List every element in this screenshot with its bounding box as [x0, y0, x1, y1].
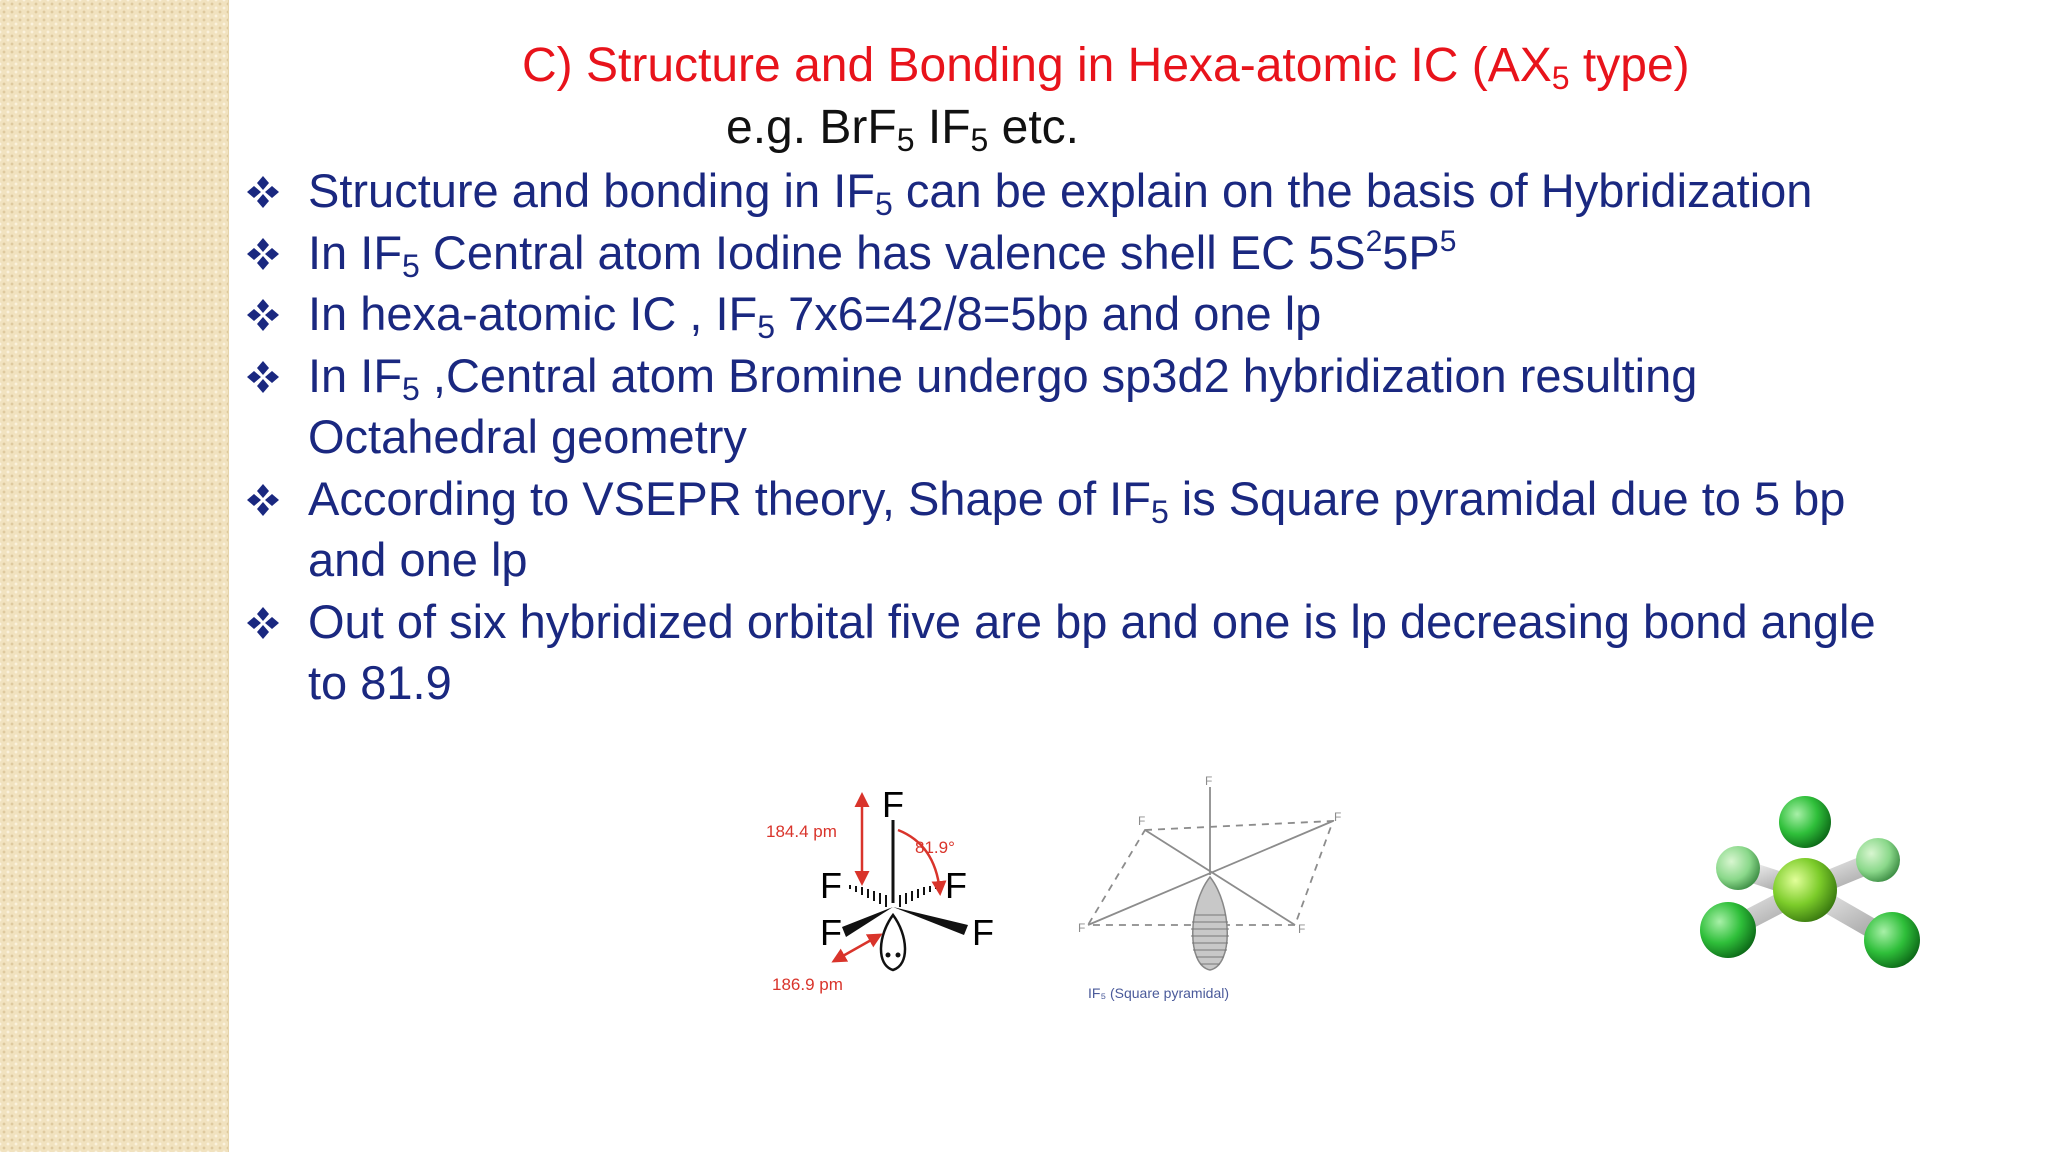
bullet-item: Structure and bonding in $IF_5$ can be explain on the basis of Hybridization	[246, 160, 2036, 222]
atom-label-f-right-back: F	[945, 865, 967, 906]
wedge-bond-left	[842, 907, 893, 937]
bullet-list	[246, 160, 2036, 714]
atom-label-f-back-right: F	[1334, 810, 1342, 824]
four-diamond-bullet-icon	[246, 175, 280, 209]
hashed-bond-right	[900, 885, 936, 907]
lone-pair-orbital	[1191, 877, 1229, 970]
decorative-sidebar	[0, 0, 229, 1152]
ball-and-stick-model	[1680, 780, 1950, 1000]
square-pyramidal-sketch	[1070, 765, 1370, 1015]
bullet-item: In $IF_5$ Central atom Iodine has valence shell EC $5S^25P^5$	[246, 222, 2036, 284]
fluorine-atom-top	[1779, 796, 1831, 848]
figure-caption: IF₅ (Square pyramidal)	[1088, 985, 1230, 1001]
atom-label-f-left-front: F	[820, 912, 842, 953]
atom-label-f-left-back: F	[820, 865, 842, 906]
bullet-item: In hexa-atomic IC , $IF_5$ 7x6=42/8=5bp and one lp	[246, 283, 2036, 345]
atom-label-f-back-left: F	[1138, 814, 1146, 828]
fluorine-atom-back-right	[1856, 838, 1900, 882]
central-atom	[1773, 858, 1837, 922]
four-diamond-bullet-icon	[246, 237, 280, 271]
four-diamond-bullet-icon	[246, 606, 280, 640]
atom-label-f-front-left: F	[1078, 921, 1086, 935]
bullet-item: In $IF_5$ ,Central atom Bromine undergo sp3d2 hybridization resulting Octahedral geometry	[246, 345, 2036, 468]
fluorine-atom-front-right	[1864, 912, 1920, 968]
if5-bond-diagram	[750, 765, 1070, 1015]
bullet-item: According to VSEPR theory, Shape of $IF_5$ is Square pyramidal due to 5 bp and one lp	[246, 468, 2036, 591]
wedge-bond-right	[893, 907, 968, 935]
bullet-item: Out of six hybridized orbital five are bp and one is lp decreasing bond angle to 81.9	[246, 591, 2036, 714]
lone-pair-lobe	[881, 915, 905, 970]
atom-label-f-apex: F	[1205, 774, 1213, 788]
atom-label-f-front-right: F	[1298, 922, 1306, 936]
atom-label-f-top: F	[882, 784, 904, 825]
equatorial-bond-length-label: 186.9 pm	[772, 975, 843, 994]
four-diamond-bullet-icon	[246, 360, 280, 394]
fluorine-atom-back-left	[1716, 846, 1760, 890]
four-diamond-bullet-icon	[246, 298, 280, 332]
atom-label-f-right-front: F	[972, 912, 994, 953]
fluorine-atom-front-left	[1700, 902, 1756, 958]
four-diamond-bullet-icon	[246, 483, 280, 517]
slide-title: C) Structure and Bonding in Hexa-atomic IC ($AX_5$ type)	[522, 39, 1690, 96]
axial-bond-length-label: 184.4 pm	[766, 822, 837, 841]
bond-angle-label: 81.9°	[915, 838, 955, 857]
hashed-bond-left	[850, 885, 886, 907]
example-line: e.g. BrF$_5$ $IF_5$ etc.	[726, 101, 1080, 158]
